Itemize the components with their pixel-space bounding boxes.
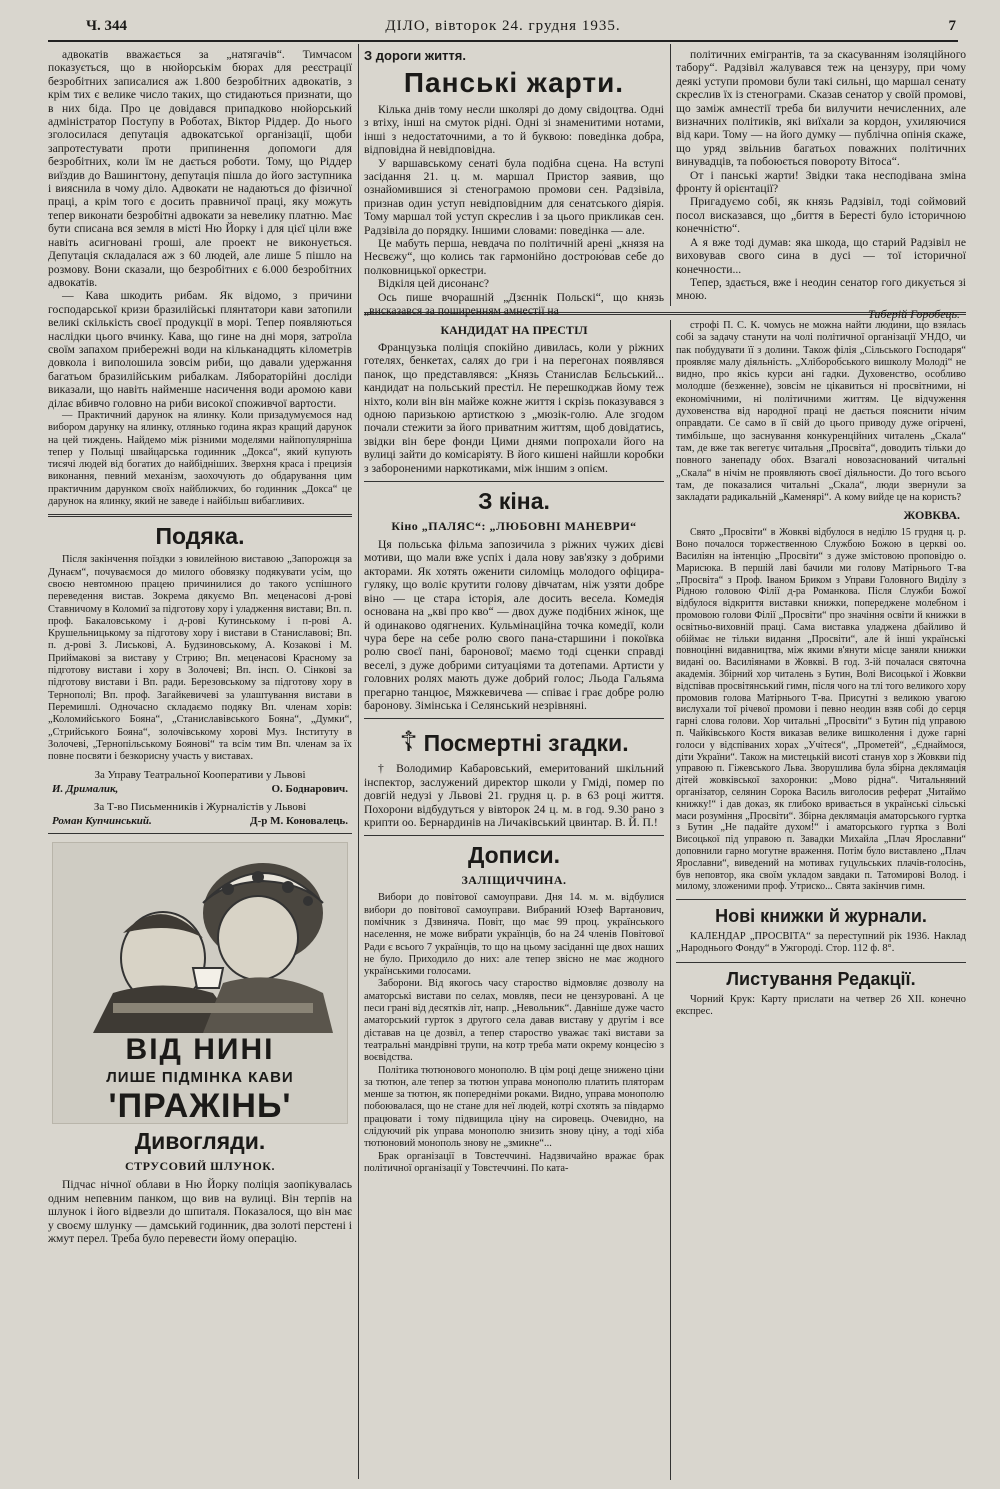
article-gift-watch: — Практичний дарунок на ялинку. Коли призадумуємося над вибором дарунку на ялинку, отлянько година якраз кращий дарунок на цей тиждень. Найдемо між різними моделями найпопулярніша тепер у Польщі швайцарська годинник „Докса“, який купують тисячі людей від богатих до найбідніших. Зверхня краса і прецизія виконання, певний механізм, заохочують до обдарування цим практичним дарунком своїх найближчих, бо годинник „Докса“ це дарунок на ялинку, який не заведе і найбільш вибагливих. (48, 409, 352, 508)
podiaka-text: Після закінчення поїздки з ювилейною виставою „Запорожця за Дунаєм“, почуваємося до милого обовязку подякувати усім, що своєю невтомною працею причинилися до такого успішного переведення вистав. Зокрема дякуємо Вп. меценасові д-рові Ставничому в Коломиї за підготову хору і уладження вистави; Вп. п. проф. Бакаловському і д-рові Кутинському і п-рові А. Крушельницькому за підготову хору і вистави в Станиславові; Вп. п. д-рові З. Лиськові, А. Будзиновському, А. Козакові і М. Приймакові за виставу у Стрию; Вп. меценасові Красному за підготову вистави і хору в Золочеві; Вп. інсп. О. Сінкові за підготову вистави і Вп. ради. Березовському за підготову хору в Тернополі; Вп. проф. Загайкевичеві за улаштування вистави в Перемишлі. Одночасно складаємо подяку Вп. членам хорів: „Коломийського Бояна“, „Станиславівського Бояна“, „Думки“, „Стрийського Бояна“, золочівському хорові Муз. Інституту в Золочеві, „Тернопільському Боянові“ та всім тим Вп. членам за їх повне посвяти і безкорисну участь у виставах. (48, 554, 352, 763)
zhovkva-title: ЖОВКВА. (903, 508, 960, 523)
orthodox-cross-icon: ☦ (399, 726, 418, 758)
column-1 (48, 48, 352, 1480)
article-paragraph: А я вже тоді думав: яка шкода, що старий Радзівіл не виховував свого сина в дусі — тої історичної конечности... (676, 235, 966, 276)
dyvohliady-text: Підчас нічної облави в Ню Йорку поліція заопікувалась одним непевним панком, що вив на вулиці. Він терпів на шлунок і його відвезли до шпиталя. Показалося, що він має у своєму шлунку — дамський годинник, два золоті перстені і жмут перел. Треба було перевести йому операцію. (48, 1178, 352, 1246)
masthead-date: ДІЛО, вівторок 24. грудня 1935. (385, 18, 621, 34)
ad-illustration (53, 843, 349, 1033)
dopysy-continued: строфі П. С. К. чомусь не можна найти людини, що взялась собі за задачу станути на чолі політичної організації УНДО, чи пак побудувати її з долини. Також філія „Сільського Господаря“ проявляє малу діяльність. „Хліборобського вишколу Молоді“ не видно, про якісь курси ані гадки. Духовенство, особливо молодше (безженне), зовсім не цікавиться ні просвітними, ні економічними, ні політичними життям. Це відчуження духовенства від народної праці не дається пояснити нічим оправдати. Се само в її свій до цього приводу дуже огірчені, тимбільше, що заснування конкуренційних читалень „Скала“ там, де вже так вегетує читальня „Просвіта“, доводить тільки до повного занепаду обох. Взагалі новозаснований читальні „Скала“ в нічім не проявляють своєї діяльности. До того всього там, де показалися читальні „Скала“, люди звернули за закладати радикальній „Каменярі“. А кому вийде це на користь? (676, 320, 966, 504)
article-paragraph: Тепер, здається, вже і неодин сенатор гого дикується зі мною. (676, 275, 966, 303)
dopysy-paragraph: Брак організації в Товстеччині. Надзвичайно вражає брак політичної організації у Товстеччині. По ката- (364, 1150, 664, 1174)
section-rule (676, 962, 966, 963)
podiaka-title: Подяка. (155, 523, 245, 550)
kino-subtitle: Кіно „ПАЛЯС“: „ЛЮБОВНІ МАНЕВРИ“ (391, 519, 637, 534)
section-rule (364, 481, 664, 482)
column-divider-2-bottom (670, 320, 671, 1480)
column-3-top (676, 48, 966, 321)
knyzhky-title: Нові книжки й журнали. (715, 906, 927, 927)
article-paragraph: Пригадуємо собі, як князь Радзівіл, тоді соймовий посол висказався, що „биття в Бересті було історичною конечністю“. (676, 195, 966, 236)
dopysy-paragraph: Вибори до повітової самоуправи. Дня 14. м. м. відбулися вибори до повітової самоуправи. Вибраний Юзеф Вартанович, помічник з Дзвиняча. Повіт, що має 99 проц. українського населення, не може вибрати українців, бо на 24 членів Повітової Ради є всього 7 українців, то що на цьому засіданні ще двох наших не було. Приходило до них: але тепер звісно не має жодного українськими голосами. (364, 892, 664, 978)
header-rule (48, 40, 958, 42)
article-paragraph: Це мабуть перша, невдача по політичній арені „князя на Несвєжу“, що колись так гармонійно дострою́вав себе до полковницької оркестри. (364, 237, 664, 277)
column-3-bottom (676, 320, 966, 1485)
section-rule (364, 835, 664, 836)
section-rule (48, 833, 352, 834)
coffee-advertisement (52, 842, 348, 1124)
signature-row (52, 815, 348, 827)
ad-headline: ВІД НИНІ (125, 1033, 275, 1067)
signature-intro: За Управу Театральної Кооперативи у Львові (94, 769, 306, 782)
section-rule (364, 718, 664, 719)
rubric-kicker: З дороги життя. (364, 48, 466, 63)
lystuvannia-text: Чорний Крук: Карту прислати на четвер 26 XII. конечно експрес. (676, 993, 966, 1018)
article-paragraph: Ось пише вчорашній „Дзєннік Польскі“, що князь „висказався за поширенням амнестії на (364, 290, 664, 318)
article-coffee-fish: — Кава шкодить рибам. Як відомо, з причини господарської кризи бразилійські плянтатори кави затопили великі скількість своєї продукції в морі. Тепер появляються наслідки цього вчинку. Кава, що гине на дні моря, затроїла своїм запахом прибережні води на кільканадцять кілометрів довкола і виполошила зовсім риби, що давали удержання багатьом бразилійським рибалкам. Лябораторійні досліди виказали, що навіть найменше насичення води аромою кави ділає вбивчо головно на риби високої споживчої вартости. (48, 289, 352, 410)
signature-row (52, 783, 348, 795)
dyvohliady-subtitle: СТРУСОВИЙ ШЛУНОК. (125, 1159, 275, 1174)
article-paragraph: Кілька днів тому несли школярі до дому свідоцтва. Одні з втіху, інші на смуток рідні. Одні зі знаменитими нотами, інші з недостаточними, а то й буквою: поведінка добра, відповідна й невідповідна. (364, 103, 664, 157)
dopysy-title: Дописи. (467, 842, 561, 869)
posmertni-title-text: Посмертні згадки. (423, 730, 629, 757)
kandydat-text: Французька поліція спокійно дивилась, коли у ріжних готелях, бенкетах, салях до гри і на перегонах появлявся панок, що представлявся: „Князь Станислав Бєльський... кандидат на польський престіл. Не перешкоджав йому теж ніхто, коли він він майже кожне життя і скрізь показувався з одною паризькою артисткою з „мюзік-голю. Але згодом почали стежити за його приватним життям, щоб довідатись, звідки він бере фонди Цими днями попрохали його на вулиці зайти до комісаріяту. В його кишені найшли коробки з забороненими наркотиками, між іншим з опієм. (364, 341, 664, 475)
zhovkva-text: Свято „Просвіти“ в Жовкві відбулося в неділю 15 грудня ц. р. Воно почалося торжественною Службою Божою в церкві оо. Василіян на інтенцію „Просвіти“ з дуже змістовою проповідю о. Марисюка. В першій лаві бачили ми голову Матірнього Т-ва „Просвіта“ з Проф. Іваном Бриком з Управи Головного Виділу з Рідною головою Філії д-ра Романкова. Після Служби Божої відбулося відкриття виставки книжки, попереджене молебном і промовою голови Філії „Просвіти“ про значіння освіти й книжки в освітньо-виховній праці. Сама виставка уладжена дбайливо й обіймає не тільки видання „Просвіти“, але й інші українські повноцінні видавництва, між якими в'янути місце заняли книжки видані оо. Василіянами в Жовкві. В год. 3-ій почалася святочна академія. Збірний хор читалень з Бутин, Волі Висоцької і Жовкви відспівав просвітянський гимн, після чого на тлі того великого хору промовив голова Матірнього Т-ва. Присутні з великою увагою вислухали тої річевої промови і певно неодин взяв собі до серця гарні слова голови. Хор читальні „Просвіти“ з Бутин під управою п. Чайківського Костя виказав велике вишколення і дуже гарні голоси у відспіваних хорах „Учітеся“, „Прометей“, „Єднаймося, діти України“. Також на мистецькій висоті станув хор з Жовкви під управою п. Гіжевського Льва. Зворушлива була збірна деклямація дітей жовківської захоронки: „Мово рідна“. Читальняний організатор, селянин Сорока Василь виголосив реферат „Читаймо книжку!“ і дав доказ, як глибоко вривається в українські сільські маси розуміння „Просвіти“. Збірна деклямація аматорського гуртка з Бутин „Не падайте духом!“ і аматорського гуртка з Волі Висоцької під управою п. Завадки Михайла „Плач Ярославни“ доповнили гарно могутне враження. Потім було виставлено „Плач Ярославни“, виведений на мотивах гуцульських плачів-голосінь, був неповтор, яка своїм укладом завдаки п. Татомирові Волод. і милому, зложеними проф. Утриско... Свята закінчив гимн. (676, 527, 966, 893)
ad-subline: ЛИШЕ ПІДМІНКА КАВИ (106, 1069, 294, 1087)
dyvohliady-title: Дивогляди. (134, 1128, 266, 1155)
signature-intro-2: За Т-во Письменників і Журналістів у Львові (93, 801, 307, 814)
column-2-top (364, 48, 664, 318)
lystuvannia-title: Листування Редакції. (726, 968, 916, 989)
section-rule (676, 899, 966, 900)
article-paragraph: У варшавському сенаті була подібна сцена. На вступі засідання 21. ц. м. маршал Пристор заявив, що ознайомившися зі стенограмою промови сен. Радзівіла, признав один уступ невідповідним для сенатського діярія. Тому маршал той уступ скреслив і за цього приклика́в сен. Радзівіла до порядку. Іншими словами: поведінка — але. (364, 156, 664, 237)
article-paragraph: політичних емігрантів, та за скасуванням ізоляційного табору“. Радзівіл жалувався теж на цензуру, при чому деякі уступи промови були такі сильні, що маршал сенату скреслив їх із стенограми. Сказав сенатор у своїй промові, що заміж амнестії треба би вилучити нечисленних, але визначних політиків, які виїхали за кордон, ухиляючися від кари. Тому — на його думку — публічна опінія скаже, що уряд звільнив багатьох поважних політичних винувадців, та побоюється повороту Вітоса“. (676, 48, 966, 169)
knyzhky-text: КАЛЕНДАР „ПРОСВІТА“ за переступний рік 1936. Наклад „Народнього Фонду“ в Ужгороді. Стор. 112 ф. 8°. (676, 931, 966, 955)
column-2-bottom (364, 320, 664, 1485)
signature-name: Роман Купчинський. (52, 815, 152, 828)
article-paragraph: От і панські жарти! Звідки така несподівана зміна фронту й орієнтації? (676, 168, 966, 196)
section-rule (48, 514, 352, 517)
column-divider-2-top (670, 44, 671, 306)
signature-name: Д-р М. Коновалець. (250, 815, 348, 828)
kino-text: Ця польська фільма запозичила з ріжних чужих дієві мотиви, що мали вже успіх і дала нову зав'язку з добрими акторами. Як хотять оженити силоміць молодого офіцира-гуляку, що воліє крутити голову дівчатам, ніж узяти добре віно — це стара історія, але досить весела. Комедія основана на „кві про кво“ — двох дуже подібних жінок, ще й одинаково одягнених. Кульмінаційна точка комедії, коли чура бере на себе ролю свого пана-старшини і покоївка ролю своєї пані, баронової; маємо тоді сценки справді веселі, з дуже добрими ситуаціями та дотепами. Артисти у головних ролях мають дуже добрий голос; Льода Гальяма прегарно танцює, Мяжкевичева — співає і грає добре ролю бароновy. Зімінська і Селянський незрівняні. (364, 538, 664, 712)
dopysy-paragraph: Політика тютюнового монополю. В цім році деще знижено ціни за тютюн, але тепер за тютюн управа монополю платить пляторам менше за тютюн, як попередніми роками. Видно, управа монополю побоювалася, що не стане для неї людей, котрі схотять за півдармо працювати і тому підвищила ціну на сировець. Очевидно, на слідуючий рік управа монополю знизить знову ціну, а тоді хіба тютюновий монополь знову не „змикне“... (364, 1064, 664, 1150)
article-paragraph: адвокатів вважається за „натягачів“. Тимчасом показується, що в нюйорськім бюрах для реєстрації безробітних записалися аж 1.800 безробітних адвокатів, з крім тих є велике число таких, що стидаються признати, що в них біда. Про це довідався припадково нюйорський адміністратор Поступу в Роботах, Віктор Ріддер. До нього зголосилася депутація адвокатської організації, щоби запротестувати проти припинення допомоги для безробітних, коли їм не дається роботи. Тому, що Ріддер виїздив до Вашингтону, депутація пішла до його заступника і вияснила в чому діло. Адвокати не надаються до фізичної праці, а крім того є досить правничої праці, яку можуть тепер виконати безробітні адвокати за невелику платню. Має бути списана вся земля в місті Ню Йорку і для цієї ціли вже навіть асигновані гроші, але проект не виконується. Депутація складалася аж з 60 людей, але лише 5 пішло на розмову. Вони сказали, що безробітних є 6.000 безробітних адвокатів. (48, 48, 352, 289)
posmertni-title (364, 725, 664, 758)
kandydat-title: КАНДИДАТ НА ПРЕСТІЛ (440, 323, 588, 337)
signature-name: О. Боднарович. (271, 783, 348, 796)
ad-brand: 'ПРАЖІНЬ' (108, 1087, 292, 1126)
signature-name: И. Дрималик, (52, 783, 119, 796)
author-signature: Тиберій Горобець. (868, 306, 960, 321)
dopysy-subtitle: ЗАЛІЩИЧЧИНА. (461, 873, 567, 888)
panski-zharty-title: Панські жарти. (403, 67, 625, 98)
obituary-text: † Володимир Кабаровський, емеритований шкільний інспектор, заслужений директор школи у Гміді, помер по довгій недузі у Львові 21. грудня ц. р. в 63 році життя. Похорони відбудуться у вівторок 24 ц. м. в год. 9.30 рано з крипти оо. Бернардинів на Личаківський цвинтар. В. Й. П.! (364, 762, 664, 829)
kino-title: З кіна. (478, 488, 550, 515)
column-divider-1 (358, 44, 359, 1479)
page-header (48, 14, 958, 36)
dopysy-paragraph: Заборони. Від якогось часу староство відмовляє дозволу на аматорські вистави по селах, мовляв, песи не цензуровані. А це песи грані від десятків літ, напр. „Невольник“. Давніше дуже часто аматорський гурток з другого села давав виставу у другім і все діставав на це дозвіл, а тепер староство уважає такі вистави за театральні мандрівні трупи, на котр треба мати окрему концесію з воєвідства. (364, 978, 664, 1064)
page-number: 7 (948, 18, 956, 34)
issue-number: Ч. 344 (86, 18, 128, 34)
article-paragraph: Відкіля цей дисонанс? (378, 277, 490, 291)
